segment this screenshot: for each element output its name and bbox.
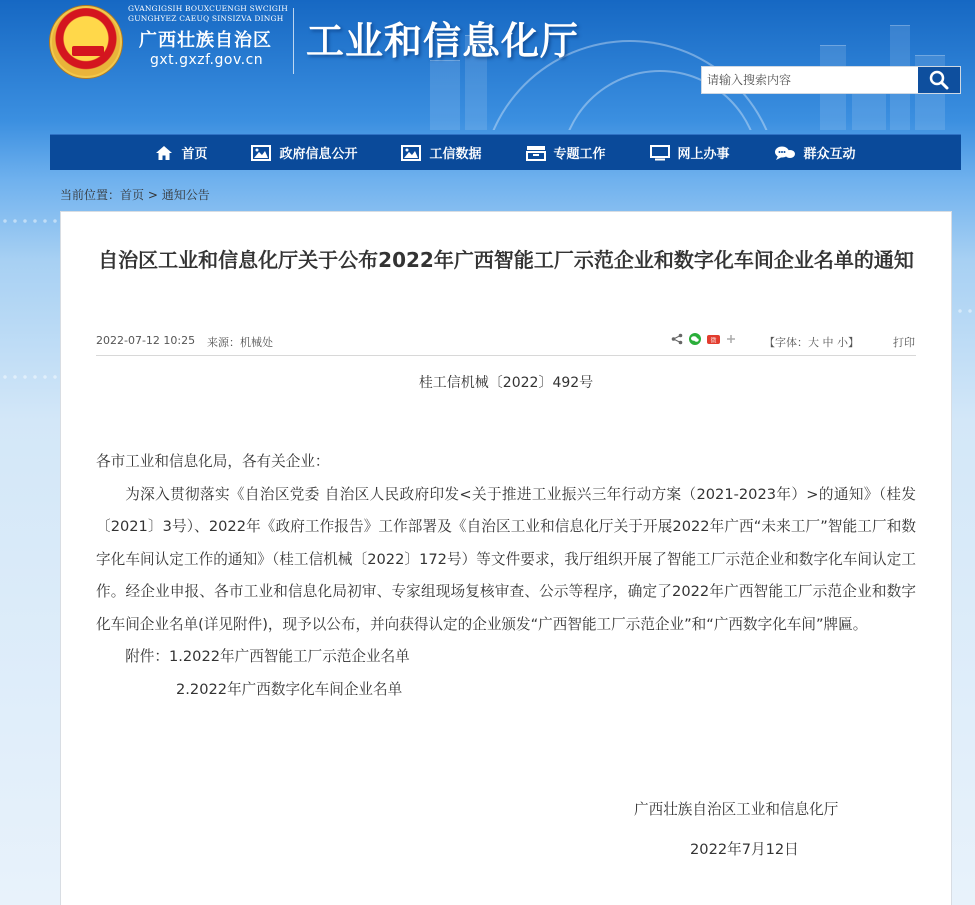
picture-icon: [251, 145, 271, 161]
breadcrumb-prefix: 当前位置：: [60, 188, 121, 202]
nav-gov-info-label: 政府信息公开: [279, 147, 358, 162]
chat-icon: [774, 145, 796, 161]
nav-interaction-label: 群众互动: [803, 147, 856, 162]
salutation: 各市工业和信息化局，各有关企业：: [96, 453, 330, 470]
attachment-1: 附件：1.2022年广西智能工厂示范企业名单: [125, 648, 410, 665]
header-divider: [293, 8, 294, 74]
attachment-2: 2.2022年广西数字化车间企业名单: [176, 680, 403, 698]
print-button[interactable]: 打印: [893, 336, 915, 349]
wechat-icon[interactable]: [689, 333, 701, 345]
svg-text:微: 微: [710, 337, 717, 345]
department-title: 工业和信息化厅: [306, 18, 580, 63]
breadcrumb-home[interactable]: 首页: [120, 188, 145, 202]
nav-interaction[interactable]: [752, 135, 878, 170]
site-domain: gxt.gxzf.gov.cn: [150, 52, 264, 68]
breadcrumb-separator: >: [144, 188, 162, 202]
region-name: 广西壮族自治区: [139, 30, 272, 51]
decor-dots: [955, 306, 975, 316]
signature-date: 2022年7月12日: [690, 841, 799, 858]
breadcrumb-current[interactable]: 通知公告: [161, 188, 210, 202]
zhuang-name-line1: GVANGIGSIH BOUXCUENGH SWCIGIH: [128, 4, 289, 13]
search-button[interactable]: [918, 67, 960, 93]
nav-topics-label: 专题工作: [553, 147, 606, 162]
site-header: [0, 0, 975, 130]
national-emblem-logo[interactable]: ★: [50, 6, 122, 78]
picture-icon: [401, 145, 421, 161]
article-meta: [96, 326, 916, 356]
share-bar: [671, 333, 736, 345]
zhuang-name-line2: GUNGHYEZ CAEUQ SINSIZVA DINGH: [128, 14, 284, 23]
search-input[interactable]: [702, 67, 918, 93]
font-size-switcher[interactable]: 【字体：大 中 小】: [764, 336, 859, 349]
publish-date: 2022-07-12 10:25: [96, 334, 196, 347]
article-title: 自治区工业和信息化厅关于公布2022年广西智能工厂示范企业和数字化车间企业名单的通知: [98, 248, 914, 272]
nav-data-label: 工信数据: [429, 147, 482, 162]
signature-org: 广西壮族自治区工业和信息化厅: [634, 801, 839, 818]
nav-gov-info[interactable]: [229, 135, 379, 170]
article-source: 来源：机械处: [207, 336, 273, 349]
nav-home[interactable]: [133, 135, 229, 170]
nav-online-service[interactable]: [628, 135, 752, 170]
share-icon[interactable]: [671, 333, 683, 345]
nav-topics[interactable]: [504, 135, 628, 170]
search-box: [701, 66, 961, 94]
plus-icon[interactable]: [726, 334, 736, 344]
inbox-icon: [526, 145, 546, 161]
weibo-icon[interactable]: [707, 333, 720, 345]
article-paragraph: 为深入贯彻落实《自治区党委 自治区人民政府印发<关于推进工业振兴三年行动方案（2021-2023年）>的通知》（桂发〔2021〕3号）、2022年《政府工作报告》工作部署及《自治区工业和信息化厅关于开展2022年广西“未来工厂”智能工厂和数字化车间认定工作的通知》（桂工信机械〔2022〕172号）等文件要求，我厅组织开展了智能工厂示范企业和数字化车间认定工作。经企业申报、各市工业和信息化局初审、专家组现场复核审查、公示等程序，确定了2022年广西智能工厂示范企业和数字化车间企业名单(详见附件)，现予以公布，并向获得认定的企业颁发“广西智能工厂示范企业”和“广西数字化车间”牌匾。: [96, 485, 916, 633]
main-nav: [50, 134, 961, 170]
nav-home-label: 首页: [181, 147, 208, 162]
decor-dots: [0, 372, 60, 382]
decor-dots: [0, 216, 60, 226]
nav-data[interactable]: [379, 135, 503, 170]
home-icon: [155, 145, 173, 161]
article-body: [96, 446, 916, 706]
document-number: 桂工信机械〔2022〕492号: [418, 375, 594, 391]
breadcrumb: [60, 186, 210, 203]
nav-online-service-label: 网上办事: [677, 147, 730, 162]
search-icon: [929, 70, 949, 90]
monitor-icon: [650, 145, 670, 161]
